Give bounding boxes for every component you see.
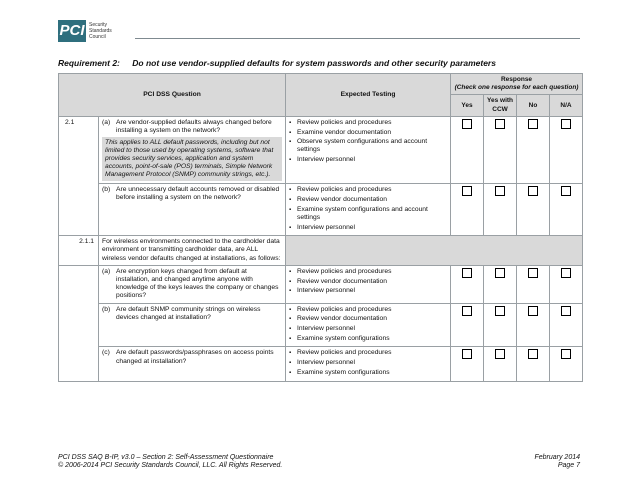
testing-item: ▪ Interview personnel: [297, 156, 447, 164]
testing-item: ▪ Review policies and procedures: [297, 268, 447, 276]
header-response: Response (Check one response for each question): [451, 74, 583, 95]
no-checkbox[interactable]: [528, 306, 538, 316]
testing-cell: [286, 116, 451, 183]
testing-item: ▪ Interview personnel: [297, 325, 447, 333]
empty-number-cell: [59, 265, 99, 381]
testing-cell: [286, 184, 451, 236]
question-cell: [99, 236, 286, 266]
yes-with-ccw-checkbox[interactable]: [495, 306, 505, 316]
yes-checkbox[interactable]: [462, 186, 472, 196]
question-text: For wireless environments connected to the cardholder data environment or transmitting cardholder data, are ALL wireless vendor defaults changed at installations, as follows:: [102, 238, 281, 262]
na-checkbox[interactable]: [561, 268, 571, 278]
no-checkbox[interactable]: [528, 349, 538, 359]
question-cell: (b) Are default SNMP community strings on wireless devices changed at installation?: [99, 303, 286, 347]
table-row: [59, 347, 583, 381]
question-text: Are default SNMP community strings on wireless devices changed at installation?: [116, 305, 261, 321]
header-yes: Yes: [451, 95, 484, 116]
footer-copyright: © 2006-2014 PCI Security Standards Council, LLC. All Rights Reserved.: [58, 462, 283, 469]
na-checkbox[interactable]: [561, 119, 571, 129]
question-number: 2.1.1: [59, 236, 99, 266]
testing-item: ▪ Interview personnel: [297, 287, 447, 295]
footer-date: February 2014: [534, 454, 580, 461]
question-cell: (a) Are vendor-supplied defaults always changed before installing a system on the network? This applies to ALL default passwords, including but not limited to those used by operating systems, software that provides security services, application and system accounts, point-of-sale (POS) terminals, Simple Network Management Protocol (SNMP) community strings, etc.).: [99, 116, 286, 183]
testing-item: ▪ Review vendor documentation: [297, 196, 447, 204]
testing-item: ▪ Examine system configurations and account settings: [297, 206, 447, 222]
footer-page-number: Page 7: [557, 462, 580, 469]
no-checkbox[interactable]: [528, 268, 538, 278]
header-na: N/A: [550, 95, 583, 116]
header-expected-testing: Expected Testing: [286, 74, 451, 117]
header-yes-with-ccw: Yes with CCW: [484, 95, 517, 116]
pci-logo-text: Security Standards Council: [89, 22, 112, 40]
testing-item: ▪ Examine vendor documentation: [297, 129, 447, 137]
testing-item: ▪ Examine system configurations: [297, 335, 447, 343]
table-row: [59, 236, 583, 266]
na-checkbox[interactable]: [561, 306, 571, 316]
table-row: [59, 184, 583, 236]
question-text: Are encryption keys changed from default at installation, and changed anytime anyone with knowledge of the keys leaves the company or changes positions?: [116, 267, 279, 300]
testing-item: ▪ Review policies and procedures: [297, 349, 447, 357]
header-pci-dss-question: PCI DSS Question: [59, 74, 286, 117]
yes-with-ccw-checkbox[interactable]: [495, 119, 505, 129]
no-checkbox[interactable]: [528, 186, 538, 196]
testing-item: ▪ Review vendor documentation: [297, 315, 447, 323]
footer-line-2: [58, 462, 580, 469]
testing-item: ▪ Review vendor documentation: [297, 278, 447, 286]
header-rule: [135, 38, 580, 39]
question-text: Are unnecessary default accounts removed or disabled before installing a system on the network?: [116, 186, 280, 202]
testing-item: ▪ Observe system configurations and account settings: [297, 138, 447, 154]
testing-item: ▪ Examine system configurations: [297, 369, 447, 377]
question-text: Are default passwords/passphrases on access points changed at installation?: [116, 349, 274, 365]
testing-item: ▪ Review policies and procedures: [297, 119, 447, 127]
testing-cell: [286, 347, 451, 381]
header-no: No: [517, 95, 550, 116]
testing-cell: [286, 265, 451, 303]
question-cell: (c) Are default passwords/passphrases on access points changed at installation?: [99, 347, 286, 381]
question-note: This applies to ALL default passwords, including but not limited to those used by operating systems, software that provides security services, application and system accounts, point-of-sale (POS) terminals, Simple Network Management Protocol (SNMP) community strings, etc.).: [102, 137, 282, 181]
questionnaire-table: [58, 73, 583, 382]
yes-with-ccw-checkbox[interactable]: [495, 268, 505, 278]
yes-with-ccw-checkbox[interactable]: [495, 349, 505, 359]
requirement-number: Requirement 2:: [58, 58, 120, 68]
testing-item: ▪ Interview personnel: [297, 359, 447, 367]
question-cell: (a) Are encryption keys changed from default at installation, and changed anytime anyone with knowledge of the keys leaves the company or changes positions?: [99, 265, 286, 303]
table-row: [59, 265, 583, 303]
table-row: [59, 303, 583, 347]
testing-item: ▪ Interview personnel: [297, 224, 447, 232]
na-checkbox[interactable]: [561, 349, 571, 359]
question-number: 2.1: [59, 116, 99, 235]
requirement-heading: [58, 58, 496, 68]
footer-document-title: PCI DSS SAQ B-IP, v3.0 – Section 2: Self-Assessment Questionnaire: [58, 454, 274, 461]
no-checkbox[interactable]: [528, 119, 538, 129]
testing-item: ▪ Review policies and procedures: [297, 186, 447, 194]
question-cell: (b) Are unnecessary default accounts removed or disabled before installing a system on the network?: [99, 184, 286, 236]
testing-item: ▪ Review policies and procedures: [297, 306, 447, 314]
requirement-title: Do not use vendor-supplied defaults for system passwords and other security parameters: [132, 58, 496, 68]
yes-with-ccw-checkbox[interactable]: [495, 186, 505, 196]
pci-logo: [58, 16, 128, 46]
testing-cell: [286, 303, 451, 347]
na-checkbox[interactable]: [561, 186, 571, 196]
pci-logo-mark: PCI: [58, 20, 86, 42]
yes-checkbox[interactable]: [462, 306, 472, 316]
yes-checkbox[interactable]: [462, 349, 472, 359]
table-row: [59, 116, 583, 183]
question-text: Are vendor-supplied defaults always changed before installing a system on the network?: [116, 118, 272, 135]
yes-checkbox[interactable]: [462, 119, 472, 129]
shaded-cell: [286, 236, 583, 266]
footer-line-1: [58, 453, 580, 462]
yes-checkbox[interactable]: [462, 268, 472, 278]
